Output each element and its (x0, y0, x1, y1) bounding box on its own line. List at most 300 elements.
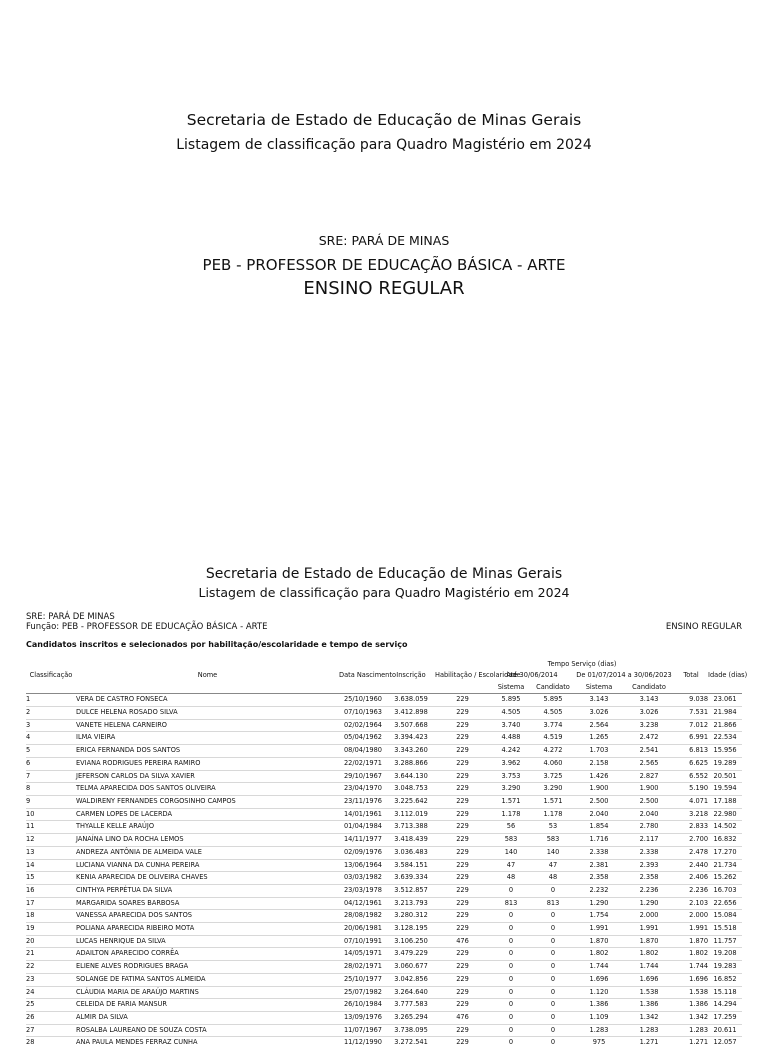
cell-total: 2.478 (689, 847, 709, 856)
cell-data-nascimento: 26/10/1984 (343, 1000, 382, 1009)
cell-ate-candidato: 3.774 (543, 720, 563, 729)
cell-de-sistema: 1.120 (589, 987, 609, 996)
header-habilitacao: Habilitação / Escolaridade (435, 671, 521, 680)
cell-data-nascimento: 14/05/1971 (343, 949, 382, 958)
cell-data-nascimento: 13/06/1964 (343, 860, 382, 869)
cell-ate-candidato: 53 (548, 822, 558, 831)
cell-classificacao: 3 (26, 720, 31, 729)
cell-habilitacao: 229 (456, 987, 469, 996)
cell-de-sistema: 1.991 (589, 924, 609, 933)
cell-de-sistema: 2.040 (589, 809, 609, 818)
cell-de-sistema: 1.386 (589, 1000, 609, 1009)
header-inscricao: Inscrição (396, 671, 426, 680)
cell-habilitacao: 229 (456, 733, 469, 742)
cell-habilitacao: 229 (456, 822, 469, 831)
cell-data-nascimento: 23/04/1970 (343, 784, 382, 793)
cell-habilitacao: 229 (456, 758, 469, 767)
cell-de-candidato: 2.000 (639, 911, 659, 920)
cell-data-nascimento: 13/09/1976 (343, 1012, 382, 1021)
cell-de-sistema: 2.338 (589, 847, 609, 856)
cell-classificacao: 9 (26, 797, 31, 805)
cell-data-nascimento: 25/10/1977 (343, 974, 382, 983)
cell-data-nascimento: 07/10/1991 (343, 936, 382, 945)
header-candidato-2: Candidato (632, 683, 666, 692)
header-data-nascimento: Data Nascimento (339, 671, 396, 680)
cell-total: 2.103 (689, 898, 709, 907)
header-sistema-2: Sistema (585, 683, 613, 692)
cell-inscricao: 3.394.423 (394, 733, 428, 742)
cell-de-sistema: 2.500 (589, 797, 609, 805)
cell-de-candidato: 2.780 (639, 822, 659, 831)
cell-inscricao: 3.418.439 (394, 835, 428, 844)
cell-de-candidato: 2.472 (639, 733, 659, 742)
cell-classificacao: 18 (26, 911, 35, 920)
cell-de-candidato: 3.143 (639, 695, 659, 704)
cell-total: 2.406 (689, 873, 709, 882)
cell-classificacao: 14 (26, 860, 35, 869)
table-row (26, 834, 742, 847)
cell-total: 1.870 (689, 936, 709, 945)
cell-data-nascimento: 29/10/1967 (343, 771, 382, 780)
cell-total: 6.625 (689, 758, 709, 767)
cell-total: 6.552 (689, 771, 709, 780)
cell-inscricao: 3.265.294 (394, 1012, 428, 1021)
cell-nome: CINTHYA PERPÉTUA DA SILVA (76, 885, 173, 894)
cell-inscricao: 3.507.668 (394, 720, 428, 729)
cell-ate-sistema: 0 (508, 885, 514, 894)
table-row (26, 732, 742, 745)
cell-nome: VANESSA APARECIDA DOS SANTOS (76, 911, 192, 920)
table-row (26, 821, 742, 834)
cell-classificacao: 19 (26, 924, 35, 933)
page-subtitle: Listagem de classificação para Quadro Magistério em 2024 (198, 585, 570, 600)
table-row (26, 961, 742, 974)
cell-inscricao: 3.738.095 (394, 1025, 428, 1034)
cell-ate-sistema: 5.895 (501, 695, 521, 704)
cell-total: 1.386 (689, 1000, 709, 1009)
cell-idade: 17.270 (713, 847, 737, 856)
cell-habilitacao: 229 (456, 835, 469, 844)
table-row (26, 986, 742, 999)
cell-ate-sistema: 3.962 (501, 758, 521, 767)
cell-data-nascimento: 14/01/1961 (343, 809, 382, 818)
cell-ate-sistema: 4.242 (501, 746, 521, 755)
cell-ate-candidato: 47 (548, 860, 558, 869)
cell-de-candidato: 1.386 (639, 1000, 659, 1009)
cell-ate-candidato: 4.519 (543, 733, 563, 742)
cell-data-nascimento: 01/04/1984 (343, 822, 382, 831)
cell-habilitacao: 229 (456, 1000, 469, 1009)
cell-total: 2.833 (689, 822, 709, 831)
cell-ate-candidato: 0 (550, 1000, 556, 1009)
cell-ate-sistema: 3.290 (501, 784, 521, 793)
cell-total: 2.236 (689, 885, 709, 894)
cell-data-nascimento: 02/09/1976 (343, 847, 382, 856)
cell-classificacao: 28 (26, 1038, 35, 1047)
cell-ate-candidato: 1.571 (543, 797, 563, 805)
cell-de-sistema: 1.265 (589, 733, 609, 742)
cell-ate-candidato: 0 (550, 1025, 556, 1034)
cell-idade: 15.956 (713, 746, 737, 755)
table-row (26, 1011, 742, 1024)
cell-ate-sistema: 0 (508, 924, 514, 933)
cell-total: 1.283 (689, 1025, 709, 1034)
cell-nome: KENIA APARECIDA DE OLIVEIRA CHAVES (76, 873, 208, 882)
cell-habilitacao: 229 (456, 720, 469, 729)
table-row (26, 910, 742, 923)
table-row (26, 948, 742, 961)
cell-total: 3.218 (689, 809, 709, 818)
cell-habilitacao: 229 (456, 771, 469, 780)
table-row (26, 770, 742, 783)
funcao-label: Função: PEB - PROFESSOR DE EDUCAÇÃO BÁSICA - ARTE (26, 622, 268, 632)
cell-ate-sistema: 3.753 (501, 771, 521, 780)
cell-idade: 15.118 (713, 987, 737, 996)
cell-habilitacao: 229 (456, 949, 469, 958)
cell-idade: 22.656 (713, 898, 737, 907)
cell-inscricao: 3.112.019 (394, 809, 428, 818)
cell-inscricao: 3.639.334 (394, 873, 428, 882)
cell-data-nascimento: 23/11/1976 (343, 797, 382, 805)
cover-ensino: ENSINO REGULAR (303, 278, 465, 299)
cell-habilitacao: 229 (456, 898, 469, 907)
cell-ate-sistema: 0 (508, 1000, 514, 1009)
cell-ate-candidato: 4.272 (543, 746, 563, 755)
cell-classificacao: 11 (26, 822, 35, 831)
cell-nome: ANA PAULA MENDES FERRAZ CUNHA (76, 1038, 198, 1047)
cell-nome: LUCAS HENRIQUE DA SILVA (76, 936, 166, 945)
cell-de-candidato: 1.802 (639, 949, 659, 958)
cell-ate-sistema: 4.488 (501, 733, 521, 742)
cell-inscricao: 3.777.583 (394, 1000, 428, 1009)
cell-ate-candidato: 48 (548, 873, 558, 882)
cell-nome: TELMA APARECIDA DOS SANTOS OLIVEIRA (76, 784, 216, 793)
cell-nome: EVIANA RODRIGUES PEREIRA RAMIRO (76, 758, 201, 767)
cell-idade: 15.518 (713, 924, 737, 933)
cell-total: 2.440 (689, 860, 709, 869)
cell-de-sistema: 1.754 (589, 911, 609, 920)
cell-de-sistema: 1.900 (589, 784, 609, 793)
cell-total: 1.696 (689, 974, 709, 983)
table-row (26, 757, 742, 770)
cell-inscricao: 3.288.866 (394, 758, 428, 767)
table-header (26, 658, 748, 694)
header-classificacao: Classificação (29, 671, 73, 680)
cell-de-candidato: 1.870 (639, 936, 659, 945)
header-total: Total (683, 671, 699, 680)
cell-habilitacao: 476 (456, 1012, 469, 1021)
cell-total: 2.000 (689, 911, 709, 920)
header-de: De 01/07/2014 a 30/06/2023 (576, 671, 672, 680)
header-tempo-servico: Tempo Serviço (dias) (547, 659, 617, 668)
table-row (26, 999, 742, 1012)
cell-total: 1.538 (689, 987, 709, 996)
cell-ate-sistema: 0 (508, 936, 514, 945)
cell-ate-candidato: 3.725 (543, 771, 563, 780)
cell-inscricao: 3.106.250 (394, 936, 428, 945)
cell-de-sistema: 1.109 (589, 1012, 609, 1021)
cell-inscricao: 3.264.640 (394, 987, 428, 996)
cell-de-candidato: 1.900 (639, 784, 659, 793)
cell-data-nascimento: 05/04/1962 (343, 733, 382, 742)
cell-ate-candidato: 583 (546, 835, 560, 844)
cell-idade: 21.984 (713, 708, 737, 717)
cell-ate-sistema: 3.740 (501, 720, 521, 729)
cell-data-nascimento: 02/02/1964 (343, 720, 382, 729)
cell-classificacao: 16 (26, 885, 35, 894)
cell-idade: 16.703 (713, 885, 737, 894)
cell-ate-candidato: 0 (550, 974, 556, 983)
header-idade: Idade (dias) (708, 671, 748, 680)
cell-data-nascimento: 08/04/1980 (343, 746, 382, 755)
cell-de-sistema: 1.696 (589, 974, 609, 983)
cell-inscricao: 3.042.856 (394, 974, 428, 983)
cell-nome: ILMA VIEIRA (76, 733, 116, 742)
cell-total: 2.700 (689, 835, 709, 844)
cell-habilitacao: 229 (456, 746, 469, 755)
cell-ate-candidato: 0 (550, 962, 556, 971)
cell-ate-sistema: 0 (508, 974, 514, 983)
cell-total: 1.802 (689, 949, 709, 958)
cell-total: 6.991 (689, 733, 709, 742)
header-nome: Nome (197, 671, 218, 680)
cell-habilitacao: 229 (456, 962, 469, 971)
cell-de-candidato: 1.271 (639, 1038, 659, 1047)
cell-nome: POLIANA APARECIDA RIBEIRO MOTA (76, 924, 195, 933)
cell-ate-sistema: 0 (508, 987, 514, 996)
header-candidato-1: Candidato (536, 683, 570, 692)
cell-classificacao: 4 (26, 733, 31, 742)
table-row (26, 745, 742, 758)
table-row (26, 935, 742, 948)
table-row (26, 719, 742, 732)
cell-de-candidato: 2.500 (639, 797, 659, 805)
cell-habilitacao: 229 (456, 974, 469, 983)
cell-ate-sistema: 1.571 (501, 797, 521, 805)
table-row (26, 884, 742, 897)
cell-nome: JANAÍNA LINO DA ROCHA LEMOS (76, 835, 184, 844)
cell-data-nascimento: 28/02/1971 (343, 962, 382, 971)
cell-classificacao: 5 (26, 746, 31, 755)
cell-total: 7.531 (689, 708, 709, 717)
table-row (26, 808, 742, 821)
cell-inscricao: 3.036.483 (394, 847, 428, 856)
cell-data-nascimento: 07/10/1963 (343, 708, 382, 717)
cell-idade: 17.188 (713, 797, 737, 805)
cell-idade: 19.289 (713, 758, 737, 767)
cell-idade: 19.594 (713, 784, 737, 793)
cell-classificacao: 10 (26, 809, 35, 818)
cell-idade: 21.734 (713, 860, 737, 869)
cell-data-nascimento: 22/02/1971 (343, 758, 382, 767)
cell-inscricao: 3.343.260 (394, 746, 428, 755)
cell-nome: WALDIRENY FERNANDES CORGOSINHO CAMPOS (76, 797, 236, 805)
cell-de-sistema: 2.564 (589, 720, 609, 729)
cover-sre: SRE: PARÁ DE MINAS (318, 233, 450, 248)
cell-total: 1.991 (689, 924, 709, 933)
cell-classificacao: 20 (26, 936, 35, 945)
cell-ate-sistema: 0 (508, 1025, 514, 1034)
cell-total: 7.012 (689, 720, 709, 729)
cell-data-nascimento: 04/12/1961 (343, 898, 382, 907)
cell-nome: ADAILTON APARECIDO CORRÊA (76, 949, 179, 958)
table-row (26, 973, 742, 986)
cell-nome: CARMEN LOPES DE LACERDA (76, 809, 173, 818)
cell-idade: 14.502 (713, 822, 737, 831)
cell-idade: 15.084 (713, 911, 737, 920)
cell-de-sistema: 1.426 (589, 771, 609, 780)
cell-de-candidato: 1.290 (639, 898, 659, 907)
cell-inscricao: 3.225.642 (394, 797, 428, 805)
cell-ate-candidato: 0 (550, 924, 556, 933)
cell-nome: VANETE HELENA CARNEIRO (76, 720, 168, 729)
cell-idade: 22.534 (713, 733, 737, 742)
cell-de-candidato: 1.991 (639, 924, 659, 933)
cell-ate-sistema: 0 (508, 1038, 514, 1047)
cell-idade: 20.611 (713, 1025, 737, 1034)
cell-de-candidato: 3.238 (639, 720, 659, 729)
cell-inscricao: 3.638.059 (394, 695, 428, 704)
cell-ate-sistema: 1.178 (501, 809, 521, 818)
cell-de-sistema: 3.143 (589, 695, 609, 704)
cell-classificacao: 13 (26, 847, 35, 856)
cell-ate-candidato: 0 (550, 949, 556, 958)
cell-ate-sistema: 583 (504, 835, 518, 844)
cell-inscricao: 3.048.753 (394, 784, 428, 793)
cell-total: 9.038 (689, 695, 709, 704)
cell-total: 4.071 (689, 797, 709, 805)
cell-de-sistema: 3.026 (589, 708, 609, 717)
cell-de-sistema: 1.870 (589, 936, 609, 945)
cell-habilitacao: 229 (456, 797, 469, 805)
cell-ate-candidato: 140 (546, 847, 560, 856)
cell-total: 6.813 (689, 746, 709, 755)
cell-de-sistema: 975 (592, 1038, 606, 1047)
cell-inscricao: 3.479.229 (394, 949, 428, 958)
cell-de-candidato: 2.338 (639, 847, 659, 856)
cell-classificacao: 25 (26, 1000, 35, 1009)
table-row (26, 859, 742, 872)
cell-idade: 15.262 (713, 873, 737, 882)
table-row (26, 897, 742, 910)
cell-de-candidato: 2.358 (639, 873, 659, 882)
cell-de-sistema: 2.158 (589, 758, 609, 767)
cell-ate-candidato: 0 (550, 936, 556, 945)
cell-de-candidato: 2.040 (639, 809, 659, 818)
cell-nome: MARGARIDA SOARES BARBOSA (76, 898, 180, 907)
cell-inscricao: 3.512.857 (394, 885, 428, 894)
cell-idade: 16.852 (713, 974, 737, 983)
cell-ate-sistema: 4.505 (501, 708, 521, 717)
cell-ate-sistema: 0 (508, 911, 514, 920)
table-row (26, 694, 742, 707)
header-ate: Até 30/06/2014 (506, 671, 558, 680)
cell-idade: 21.866 (713, 720, 737, 729)
cell-classificacao: 22 (26, 962, 35, 971)
table-row (26, 846, 742, 859)
ensino-label: ENSINO REGULAR (665, 622, 742, 632)
cell-de-candidato: 2.393 (639, 860, 659, 869)
cell-classificacao: 15 (26, 873, 35, 882)
cell-ate-sistema: 47 (506, 860, 516, 869)
cell-inscricao: 3.128.195 (394, 924, 428, 933)
cell-de-sistema: 1.716 (589, 835, 609, 844)
cell-de-sistema: 2.232 (589, 885, 609, 894)
cell-data-nascimento: 25/10/1960 (343, 695, 382, 704)
cell-data-nascimento: 03/03/1982 (343, 873, 382, 882)
cell-de-sistema: 2.358 (589, 873, 609, 882)
cell-nome: ELIENE ALVES RODRIGUES BRAGA (76, 962, 189, 971)
cell-de-candidato: 2.565 (639, 758, 659, 767)
table-body (26, 694, 742, 1049)
cell-de-candidato: 1.342 (639, 1012, 659, 1021)
cell-total: 1.744 (689, 962, 709, 971)
cell-inscricao: 3.213.793 (394, 898, 428, 907)
cell-inscricao: 3.644.130 (394, 771, 428, 780)
cell-inscricao: 3.713.388 (394, 822, 428, 831)
cell-de-candidato: 1.744 (639, 962, 659, 971)
cell-total: 1.342 (689, 1012, 709, 1021)
table-row (26, 923, 742, 936)
table-row (26, 707, 742, 720)
cell-idade: 11.757 (713, 936, 737, 945)
cell-classificacao: 17 (26, 898, 35, 907)
cell-habilitacao: 476 (456, 936, 469, 945)
cell-de-sistema: 1.703 (589, 746, 609, 755)
cell-idade: 19.208 (713, 949, 737, 958)
cell-ate-sistema: 0 (508, 1012, 514, 1021)
cell-classificacao: 2 (26, 708, 31, 717)
cell-habilitacao: 229 (456, 1025, 469, 1034)
cell-ate-candidato: 4.060 (543, 758, 563, 767)
cell-classificacao: 27 (26, 1025, 35, 1034)
cell-data-nascimento: 14/11/1977 (343, 835, 382, 844)
cell-habilitacao: 229 (456, 924, 469, 933)
cell-habilitacao: 229 (456, 784, 469, 793)
cell-ate-sistema: 813 (504, 898, 518, 907)
cell-de-sistema: 1.290 (589, 898, 609, 907)
cell-ate-candidato: 4.505 (543, 708, 563, 717)
cell-ate-candidato: 0 (550, 885, 556, 894)
cell-classificacao: 23 (26, 974, 35, 983)
cell-inscricao: 3.272.541 (394, 1038, 428, 1047)
cell-idade: 22.980 (713, 809, 737, 818)
cell-classificacao: 24 (26, 987, 35, 996)
cell-de-candidato: 1.696 (639, 974, 659, 983)
cell-de-sistema: 1.854 (589, 822, 609, 831)
cell-idade: 17.259 (713, 1012, 737, 1021)
header-sistema-1: Sistema (497, 683, 525, 692)
cell-de-candidato: 2.117 (639, 835, 659, 844)
cell-idade: 20.501 (713, 771, 737, 780)
cell-ate-sistema: 0 (508, 949, 514, 958)
table-row (26, 872, 742, 885)
cell-idade: 14.294 (713, 1000, 737, 1009)
cell-classificacao: 12 (26, 835, 35, 844)
cell-nome: THYALLE KELLE ARAÚJO (76, 822, 155, 831)
cell-inscricao: 3.412.898 (394, 708, 428, 717)
cell-nome: ROSALBA LAUREANO DE SOUZA COSTA (76, 1025, 207, 1034)
cell-inscricao: 3.280.312 (394, 911, 428, 920)
cell-ate-sistema: 48 (506, 873, 516, 882)
cell-nome: ANDREZA ANTÔNIA DE ALMEIDA VALE (76, 847, 202, 856)
cell-nome: VERA DE CASTRO FONSECA (76, 695, 168, 704)
cell-habilitacao: 229 (456, 885, 469, 894)
cell-habilitacao: 229 (456, 847, 469, 856)
table-row (26, 1024, 742, 1037)
cell-classificacao: 7 (26, 771, 31, 780)
cell-nome: JEFERSON CARLOS DA SILVA XAVIER (76, 771, 195, 780)
